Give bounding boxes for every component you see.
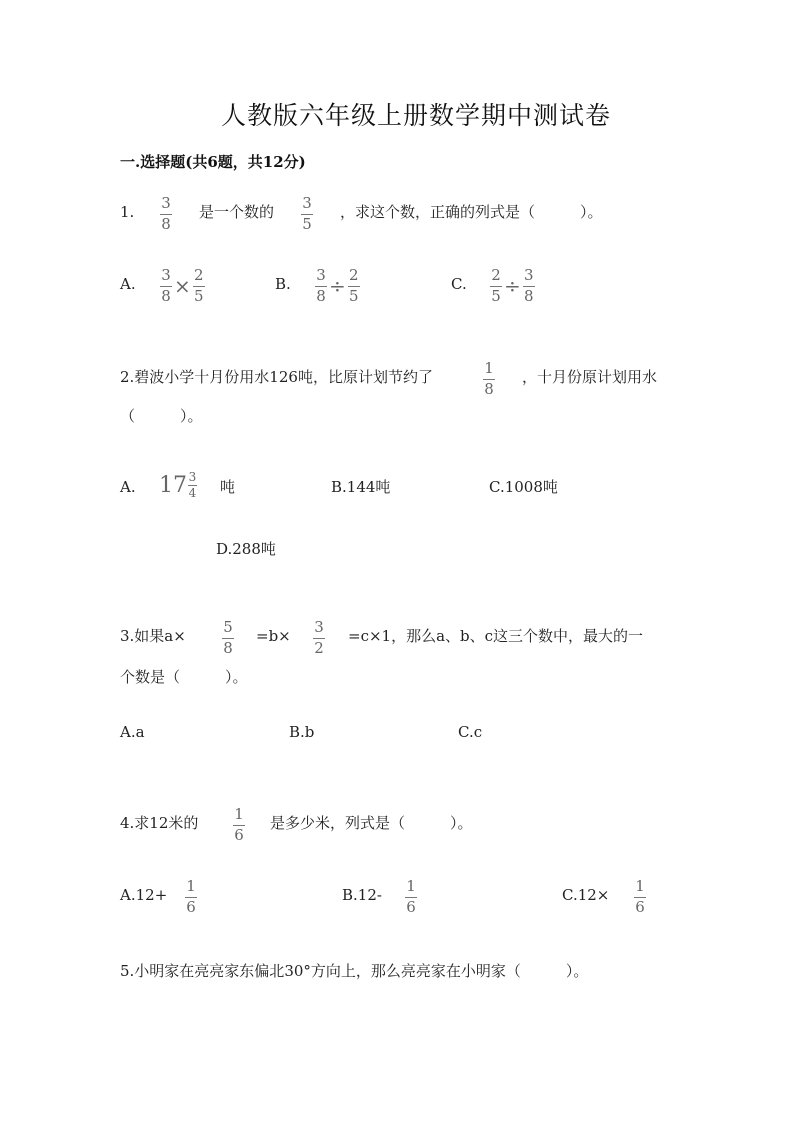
question-text: 个数是（ ）。	[120, 668, 248, 686]
denominator: 6	[234, 826, 244, 844]
times-operator: ×	[174, 274, 191, 298]
numerator: 1	[635, 877, 645, 895]
option-c[interactable]: C.12×	[562, 886, 610, 904]
question-text: =b×	[256, 627, 291, 645]
question-text: 3.如果a×	[120, 627, 186, 645]
numerator: 5	[223, 618, 233, 636]
denominator: 6	[406, 898, 416, 916]
question-text: 4.求12米的	[120, 814, 199, 832]
denominator: 5	[491, 287, 501, 305]
numerator: 1	[234, 805, 244, 823]
option-label-b[interactable]: B.	[275, 275, 291, 293]
numerator: 2	[491, 266, 501, 284]
mixed-number[interactable]	[159, 471, 197, 499]
numerator: 3	[161, 266, 171, 284]
answer-blank: （ ）。	[120, 407, 203, 425]
denominator: 5	[348, 287, 359, 305]
numerator: 3	[302, 194, 312, 212]
fraction	[483, 361, 495, 397]
question-text: 2.碧波小学十月份用水126吨，比原计划节约了	[120, 368, 433, 386]
numerator: 1	[406, 877, 416, 895]
option-b[interactable]: B.b	[289, 723, 315, 741]
numerator: 2	[193, 266, 204, 284]
divide-operator: ÷	[504, 274, 521, 298]
option-a[interactable]: A.a	[120, 723, 145, 741]
fraction	[313, 620, 325, 656]
option-a-expression[interactable]	[160, 268, 205, 304]
whole-part: 17	[159, 472, 187, 498]
denominator: 5	[302, 215, 312, 233]
numerator: 3	[316, 266, 326, 284]
question-text: ，十月份原计划用水	[522, 368, 658, 386]
question-number: 1.	[120, 203, 135, 221]
question-text: 是多少米，列式是（ ）。	[270, 814, 473, 832]
question-text: =c×1，那么a、b、c这三个数中，最大的一	[348, 627, 644, 645]
question-text: 是一个数的	[199, 203, 275, 221]
option-c[interactable]: C.1008吨	[489, 478, 558, 496]
fraction	[160, 196, 172, 232]
fraction	[222, 620, 234, 656]
question-text: ，求这个数，正确的列式是（ ）。	[340, 203, 603, 221]
option-a[interactable]: A.12+	[120, 886, 168, 904]
page-title: 人教版六年级上册数学期中测试卷	[221, 101, 612, 130]
denominator: 5	[193, 287, 204, 305]
fraction	[301, 196, 313, 232]
option-b[interactable]: B.12-	[342, 886, 382, 904]
question-text: 5.小明家在亮亮家东偏北30°方向上，那么亮亮家在小明家（ ）。	[120, 962, 589, 980]
numerator: 3	[161, 194, 171, 212]
denominator: 8	[161, 215, 171, 233]
option-b[interactable]: B.144吨	[331, 478, 391, 496]
section-heading: 一.选择题(共6题，共12分)	[120, 153, 306, 171]
divide-operator: ÷	[329, 274, 346, 298]
denominator: 8	[484, 380, 494, 398]
fraction	[185, 879, 197, 915]
denominator: 2	[314, 639, 324, 657]
denominator: 8	[223, 639, 233, 657]
denominator: 8	[316, 287, 326, 305]
numerator: 3	[523, 266, 534, 284]
denominator: 8	[523, 287, 534, 305]
numerator: 1	[484, 359, 494, 377]
numerator: 1	[186, 877, 196, 895]
option-c[interactable]: C.c	[458, 723, 483, 741]
denominator: 6	[186, 898, 196, 916]
option-b-expression[interactable]	[315, 268, 360, 304]
fraction	[634, 879, 646, 915]
unit-label: 吨	[220, 478, 236, 496]
numerator: 3	[314, 618, 324, 636]
numerator: 3	[188, 470, 197, 484]
option-label-a[interactable]: A.	[120, 275, 136, 293]
option-d[interactable]: D.288吨	[216, 540, 276, 558]
denominator: 8	[161, 287, 171, 305]
fraction	[405, 879, 417, 915]
option-label-a[interactable]: A.	[120, 478, 136, 496]
fraction	[233, 807, 245, 843]
option-c-expression[interactable]	[490, 268, 535, 304]
denominator: 4	[188, 486, 197, 500]
numerator: 2	[348, 266, 359, 284]
denominator: 6	[635, 898, 645, 916]
option-label-c[interactable]: C.	[451, 275, 467, 293]
